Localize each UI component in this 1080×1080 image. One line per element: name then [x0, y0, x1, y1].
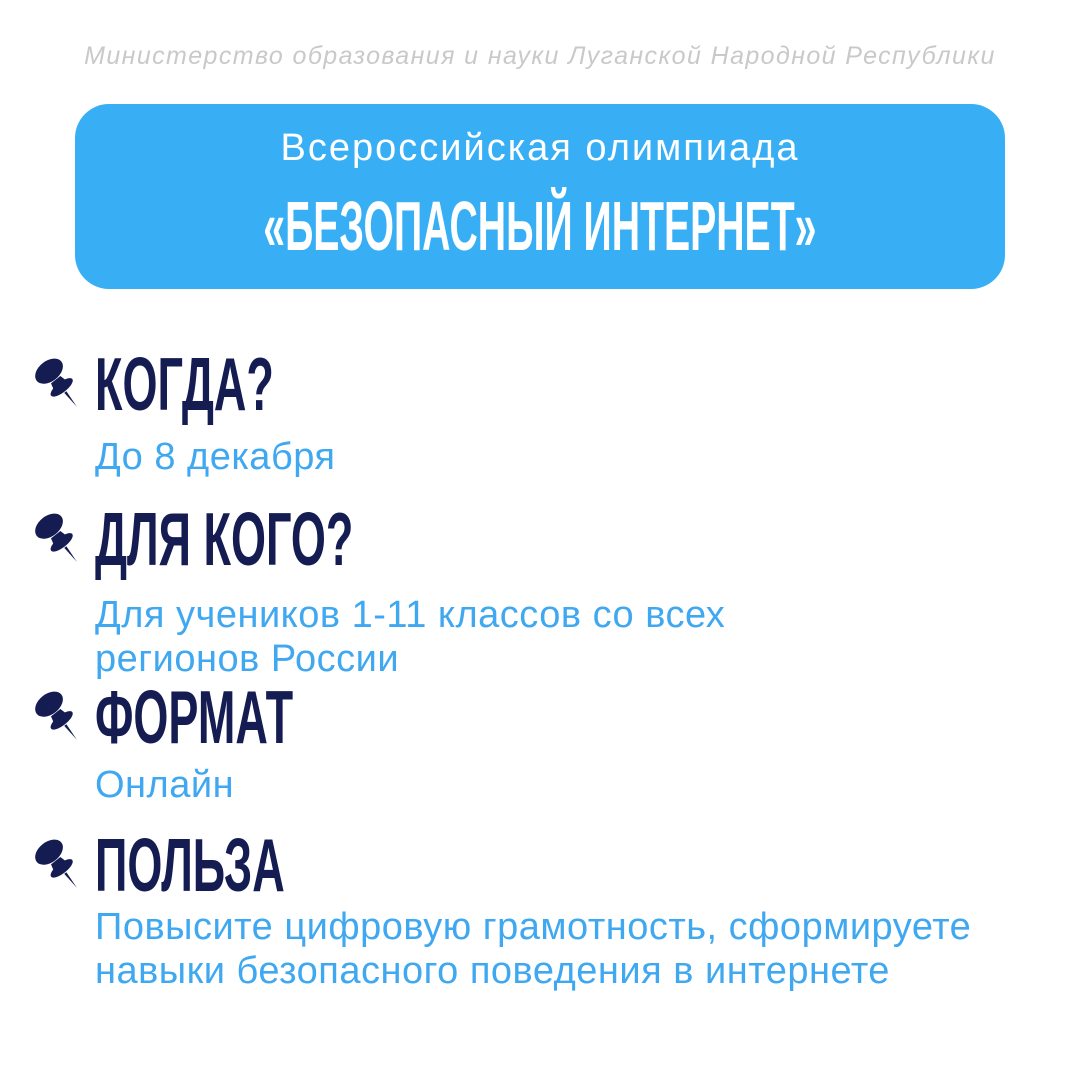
- pushpin-icon: [34, 835, 88, 900]
- section-heading-benefit: ПОЛЬЗА: [95, 823, 285, 907]
- section-body-benefit: Повысите цифровую грамотность, сформируете навыки безопасного поведения в интернете: [95, 906, 972, 993]
- title-card: [75, 104, 1005, 289]
- ministry-header-note: Министерство образования и науки Луганской Народной Республики: [84, 42, 996, 70]
- section-body-for-whom: Для учеников 1-11 классов со всех регионов России: [95, 594, 726, 681]
- section-body-format: Онлайн: [95, 764, 235, 806]
- section-heading-for-whom: ДЛЯ КОГО?: [95, 497, 354, 581]
- pushpin-icon: [34, 354, 88, 419]
- pushpin-icon: [34, 687, 88, 752]
- olympiad-title: «БЕЗОПАСНЫЙ ИНТЕРНЕТ»: [263, 187, 817, 265]
- section-heading-when: КОГДА?: [95, 342, 274, 426]
- pushpin-icon: [34, 509, 88, 574]
- section-body-when: До 8 декабря: [95, 436, 336, 478]
- olympiad-subtitle: Всероссийская олимпиада: [280, 127, 800, 169]
- section-heading-format: ФОРМАТ: [95, 675, 294, 759]
